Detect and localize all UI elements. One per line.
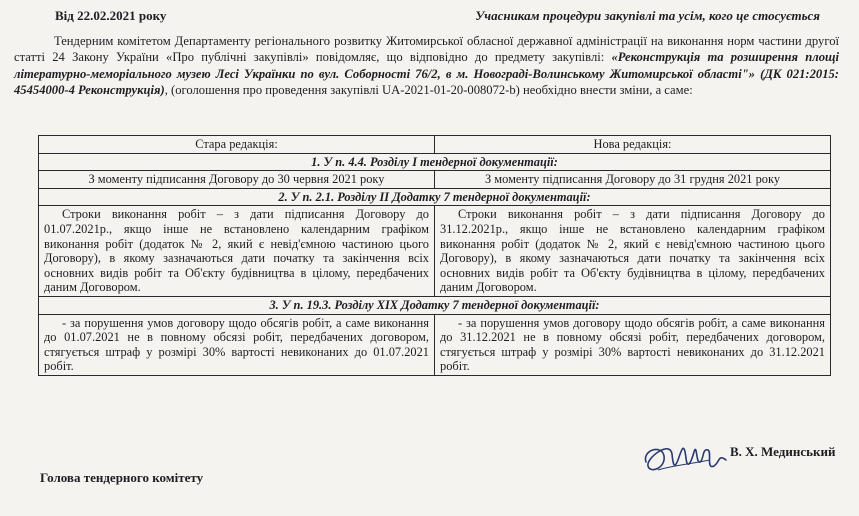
section-1-title: 1. У п. 4.4. Розділу І тендерної документації:	[39, 153, 831, 171]
column-header-old: Стара редакція:	[39, 136, 435, 154]
procurement-subject: «Реконструкція та розширення площі літературно-меморіального музею Лесі Українки по вул. Соборності 76/2, в м. Новограді-Волинському Житомирської області"» (ДК 021:2015: 45454000-4 Реконструкція)	[14, 50, 839, 97]
column-header-new: Нова редакція:	[435, 136, 831, 154]
table-row	[39, 314, 831, 375]
signatory-name: В. Х. Мединський	[730, 444, 836, 459]
intro-paragraph	[14, 33, 839, 98]
section-title-row	[39, 188, 831, 206]
section-1-old: З моменту підписання Договору до 30 червня 2021 року	[39, 171, 435, 189]
table-row	[39, 171, 831, 189]
section-3-old: - за порушення умов договору щодо обсягів робіт, а саме виконання до 01.07.2021 не в повному обсязі робіт, передбачених договором, стягується штраф у розмірі 30% вартості невиконаних до 01.07.2021 робіт.	[39, 314, 435, 375]
section-3-title: 3. У п. 19.3. Розділу ХІХ Додатку 7 тендерної документації:	[39, 296, 831, 314]
section-2-old: Строки виконання робіт – з дати підписання Договору до 01.07.2021р., якщо інше не встановлено календарним графіком виконання робіт (додаток № 2, який є невід'ємною частиною цього Договору), в якому зазначаються дати початку та закінчення всіх основних видів робіт та Об'єкту будівництва в цілому, передбачених даним Договором.	[39, 206, 435, 297]
intro-text-1: Тендерним комітетом Департаменту регіонального розвитку Житомирської обласної державної адміністрації на виконання норм частини другої статті 24 Закону України «Про публічні закупівлі» повідомляє, що відповідно до предмету закупівлі:	[14, 34, 839, 65]
signature-icon	[640, 430, 735, 480]
addressee-line: Учасникам процедури закупівлі та усім, кого це стосується	[475, 8, 820, 23]
section-3-new: - за порушення умов договору щодо обсягів робіт, а саме виконання до 31.12.2021 не в повному обсязі робіт, передбачених договором, стягується штраф у розмірі 30% вартості невиконаних до 31.12.2021 робіт.	[435, 314, 831, 375]
signatory-role: Голова тендерного комітету	[40, 470, 204, 485]
section-1-new: З моменту підписання Договору до 31 грудня 2021 року	[435, 171, 831, 189]
intro-text-2: , (оголошення про проведення закупівлі UA-2021-01-20-008072-b) необхідно внести зміни, а саме:	[164, 82, 693, 97]
changes-table	[38, 135, 831, 376]
document-date: Від 22.02.2021 року	[55, 8, 167, 23]
section-2-new: Строки виконання робіт – з дати підписання Договору до 31.12.2021р., якщо інше не встановлено календарним графіком виконання робіт (додаток № 2, який є невід'ємною частиною цього Договору), в якому зазначаються дати початку та закінчення всіх основних видів робіт та Об'єкту будівництва в цілому, передбачених даним Договором.	[435, 206, 831, 297]
section-title-row	[39, 153, 831, 171]
table-row	[39, 206, 831, 297]
section-title-row	[39, 296, 831, 314]
section-2-title: 2. У п. 2.1. Розділу ІІ Додатку 7 тендерної документації:	[39, 188, 831, 206]
table-header-row	[39, 136, 831, 154]
